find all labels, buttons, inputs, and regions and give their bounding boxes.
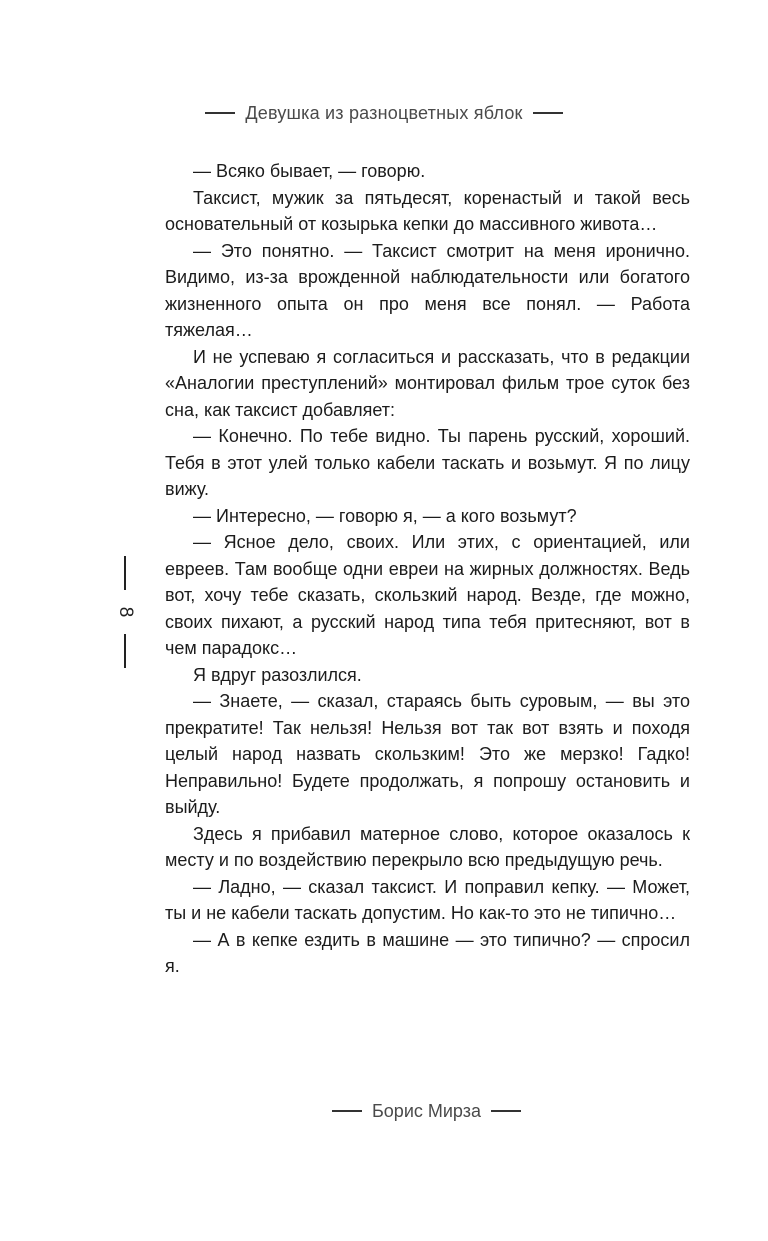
running-footer	[0, 1101, 768, 1122]
paragraph: — Ладно, — сказал таксист. И поправил кепку. — Может, ты и не кабели таскать допустим. Но как-то это не типично…	[165, 876, 690, 923]
author-name: Борис Мирза	[371, 1101, 481, 1121]
page-number-marker	[108, 556, 142, 668]
paragraph: Таксист, мужик за пятьдесят, коренастый и такой весь основательный от козырька кепки до массивного живота…	[165, 187, 690, 234]
page-body	[165, 158, 690, 980]
paragraph: И не успеваю я согласиться и рассказать, что в редакции «Аналогии преступлений» монтировал фильм трое суток без сна, как таксист добавляет:	[165, 346, 690, 420]
footer-dash-right	[491, 1110, 521, 1112]
header-dash-left	[205, 112, 235, 114]
paragraph: — Знаете, — сказал, стараясь быть суровым, — вы это прекратите! Так нельзя! Нельзя вот так вот взять и походя целый народ назвать скользким! Это же мерзко! Гадко! Неправильно! Будете продолжать, я попрошу остановить и выйду.	[165, 691, 690, 817]
folio-bar-top	[124, 556, 126, 590]
paragraph: Я вдруг разозлился.	[193, 664, 362, 685]
footer-dash-left	[332, 1110, 362, 1112]
paragraph: — Конечно. По тебе видно. Ты парень русский, хороший. Тебя в этот улей только кабели таскать и возьмут. Я по лицу вижу.	[165, 426, 690, 499]
paragraph: Здесь я прибавил матерное слово, которое оказалось к месту и по воздействию перекрыло всю предыдущую речь.	[165, 823, 690, 870]
header-dash-right	[533, 112, 563, 114]
book-title: Девушка из разноцветных яблок	[245, 103, 523, 123]
page-number: 8	[115, 606, 136, 618]
paragraph: — Всяко бывает, — говорю.	[193, 161, 426, 181]
paragraph: — Это понятно. — Таксист смотрит на меня иронично. Видимо, из-за врожденной наблюдательности или богатого жизненного опыта он про меня все понял. — Работа тяжелая…	[165, 240, 690, 340]
paragraph: — А в кепке ездить в машине — это типично? — спросил я.	[165, 929, 690, 976]
paragraph: — Ясное дело, своих. Или этих, с ориентацией, или евреев. Там вообще одни евреи на жирных должностях. Ведь вот, хочу тебе сказать, скользкий народ. Везде, где можно, своих пихают, а русский народ типа тебя притесняют, вот в чем парадокс…	[165, 532, 690, 658]
running-header	[0, 103, 768, 124]
paragraph: — Интересно, — говорю я, — а кого возьмут?	[193, 505, 577, 526]
folio-bar-bottom	[124, 634, 126, 668]
